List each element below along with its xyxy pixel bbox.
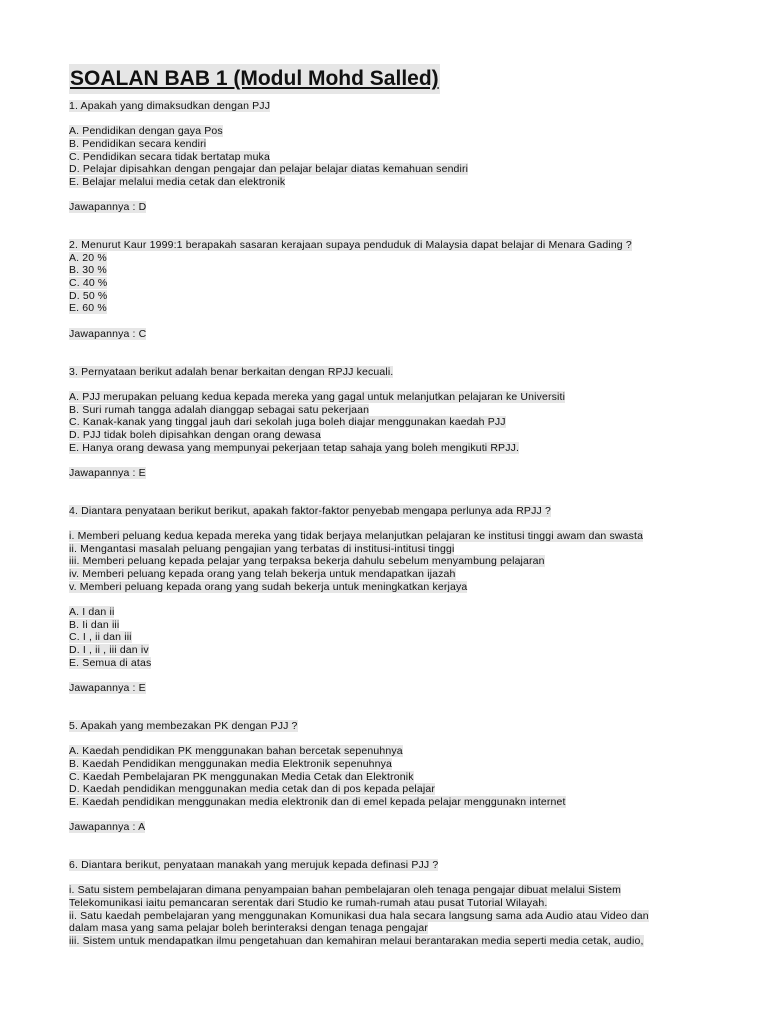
question-4 [69,505,709,695]
option: E. Kaedah pendidikan menggunakan media elektronik dan di emel kepada pelajar menggunakn internet [69,795,566,808]
option: A. Pendidikan dengan gaya Pos [69,125,223,138]
option: E. 60 % [69,302,107,315]
option: C. Kaedah Pembelajaran PK menggunakan Media Cetak dan Elektronik [69,770,414,783]
option: B. Ii dan iii [69,618,120,631]
option: E. Belajar melalui media cetak dan elektronik [69,175,286,188]
statement: iii. Memberi peluang kepada pelajar yang terpaksa bekerja dahulu sebelum menyambung pelajaran [69,555,545,568]
question-1 [69,100,709,214]
question-6 [69,859,709,948]
question-stem: 1. Apakah yang dimaksudkan dengan PJJ [69,100,271,112]
option: B. Suri rumah tangga adalah dianggap sebagai satu pekerjaan [69,403,370,416]
answer: Jawapannya : E [69,682,146,695]
question-stem: 5. Apakah yang membezakan PK dengan PJJ ? [69,719,298,732]
question-5 [69,720,709,834]
option: C. Kanak-kanak yang tinggal jauh dari sekolah juga boleh diajar menggunakan kaedah PJJ [69,416,506,429]
statement: dalam masa yang sama pelajar boleh berinteraksi dengan tenaga pengajar [69,922,428,935]
option: E. Hanya orang dewasa yang mempunyai pekerjaan tetap sahaja yang boleh mengikuti RPJJ. [69,441,520,454]
option: A. 20 % [69,251,107,264]
statement: ii. Satu kaedah pembelajaran yang menggunakan Komunikasi dua hala secara langsung sama ada Audio atau Video dan [69,909,649,922]
statement: iii. Sistem untuk mendapatkan ilmu pengetahuan dan kemahiran melaui berantarakan media seperti media cetak, audio, [69,935,644,948]
document-content [69,64,709,948]
answer: Jawapannya : A [69,821,146,834]
option: A. PJJ merupakan peluang kedua kepada mereka yang gagal untuk melanjutkan pelajaran ke Universiti [69,391,566,403]
question-stem: 4. Diantara penyataan berikut berikut, apakah faktor-faktor penyebab mengapa perlunya ada RPJJ ? [69,504,551,517]
question-stem: 2. Menurut Kaur 1999:1 berapakah sasaran kerajaan supaya penduduk di Malaysia dapat belajar di Menara Gading ? [69,239,632,252]
statement: Telekomunikasi iaitu pemancaran serentak dari Studio ke rumah-rumah atau pusat Tutorial Wilayah. [69,897,548,910]
page-title: SOALAN BAB 1 (Modul Mohd Salled) [69,64,440,94]
statement: iv. Memberi peluang kepada orang yang telah bekerja untuk mendapatkan ijazah [69,568,456,581]
option: C. I , ii dan iii [69,631,132,644]
statement: i. Satu sistem pembelajaran dimana penyampaian bahan pembelajaran oleh tenaga pengajar dibuat melalui Sistem [69,884,622,897]
option: A. Kaedah pendidikan PK menggunakan bahan bercetak sepenuhnya [69,745,403,758]
option: D. Pelajar dipisahkan dengan pengajar dan pelajar belajar diatas kemahuan sendiri [69,163,469,176]
option: C. Pendidikan secara tidak bertatap muka [69,150,270,163]
option: D. I , ii , iii dan iv [69,644,149,657]
question-3 [69,366,709,480]
question-2 [69,239,709,340]
statement: v. Memberi peluang kepada orang yang sudah bekerja untuk meningkatkan kerjaya [69,580,468,593]
question-stem: 3. Pernyataan berikut adalah benar berkaitan dengan RPJJ kecuali. [69,365,394,378]
answer: Jawapannya : E [69,466,146,479]
statement: ii. Mengantasi masalah peluang pengajian yang terbatas di institusi-intitusi tinggi [69,542,455,555]
option: B. Kaedah Pendidikan menggunakan media Elektronik sepenuhnya [69,757,393,770]
option: D. Kaedah pendidikan menggunakan media cetak dan di pos kepada pelajar [69,783,436,796]
option: D. 50 % [69,289,108,302]
option: B. Pendidikan secara kendiri [69,137,207,150]
option: C. 40 % [69,277,108,290]
option: A. I dan ii [69,606,115,619]
question-stem: 6. Diantara berikut, penyataan manakah yang merujuk kepada definasi PJJ ? [69,859,439,872]
option: D. PJJ tidak boleh dipisahkan dengan orang dewasa [69,428,321,441]
option: E. Semua di atas [69,656,152,669]
answer: Jawapannya : D [69,201,147,214]
option: B. 30 % [69,264,107,277]
answer: Jawapannya : C [69,327,147,340]
statement: i. Memberi peluang kedua kepada mereka yang tidak berjaya melanjutkan pelajaran ke institusi tinggi awam dan swasta [69,530,644,543]
